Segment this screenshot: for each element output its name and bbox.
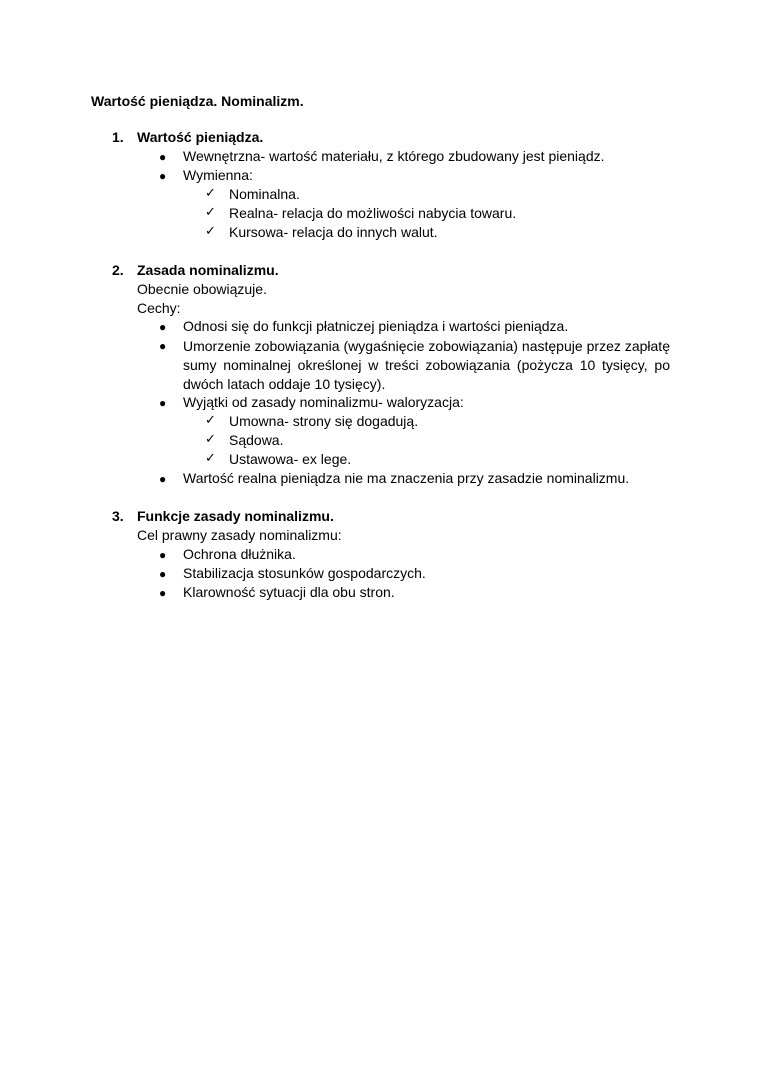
bullet-icon: ●: [159, 548, 167, 562]
document-title: Wartość pieniądza. Nominalizm.: [91, 93, 304, 109]
checkmark-icon: ✓: [205, 413, 216, 428]
bullet-icon: ●: [159, 396, 167, 410]
checkmark-icon: ✓: [205, 432, 216, 447]
section-2-paragraph-2: Cechy:: [137, 300, 181, 316]
section-2-check-3: Ustawowa- ex lege.: [229, 451, 352, 467]
section-2-paragraph-1: Obecnie obowiązuje.: [137, 281, 267, 297]
section-2-check-2: Sądowa.: [229, 432, 284, 448]
section-3-number: 3.: [112, 508, 124, 524]
section-3-bullet-3: Klarowność sytuacji dla obu stron.: [183, 584, 395, 600]
section-3-bullet-2: Stabilizacja stosunków gospodarczych.: [183, 565, 426, 581]
section-1-check-2: Realna- relacja do możliwości nabycia towaru.: [229, 205, 517, 221]
bullet-icon: ●: [159, 169, 167, 183]
section-2-bullet-2: Umorzenie zobowiązania (wygaśnięcie zobowiązania) następuje przez zapłatę sumy nominalnej określonej w treści zobowiązania (pożycza 10 tysięcy, po dwóch latach oddaje 10 tysięcy).: [183, 338, 670, 392]
section-3-paragraph-1: Cel prawny zasady nominalizmu:: [137, 527, 342, 543]
bullet-icon: ●: [159, 472, 167, 486]
checkmark-icon: ✓: [205, 451, 216, 466]
section-1-bullet-1: Wewnętrzna- wartość materiału, z którego zbudowany jest pieniądz.: [183, 148, 605, 164]
section-1-check-3: Kursowa- relacja do innych walut.: [229, 224, 438, 240]
checkmark-icon: ✓: [205, 224, 216, 239]
bullet-icon: ●: [159, 339, 167, 353]
section-1-number: 1.: [112, 129, 124, 145]
section-2-number: 2.: [112, 262, 124, 278]
bullet-icon: ●: [159, 320, 167, 334]
section-3-bullet-1: Ochrona dłużnika.: [183, 546, 296, 562]
bullet-icon: ●: [159, 150, 167, 164]
checkmark-icon: ✓: [205, 186, 216, 201]
section-2-check-1: Umowna- strony się dogadują.: [229, 413, 419, 429]
section-3-heading: Funkcje zasady nominalizmu.: [137, 508, 334, 524]
section-1-check-1: Nominalna.: [229, 186, 300, 202]
section-2-bullet-3: Wyjątki od zasady nominalizmu- waloryzacja:: [183, 394, 464, 410]
section-1-bullet-2: Wymienna:: [183, 167, 253, 183]
section-2-bullet-1: Odnosi się do funkcji płatniczej pieniądza i wartości pieniądza.: [183, 318, 569, 334]
checkmark-icon: ✓: [205, 205, 216, 220]
bullet-icon: ●: [159, 567, 167, 581]
section-1-heading: Wartość pieniądza.: [137, 129, 264, 145]
bullet-icon: ●: [159, 586, 167, 600]
section-2-bullet-4: Wartość realna pieniądza nie ma znaczenia przy zasadzie nominalizmu.: [183, 470, 630, 486]
section-2-heading: Zasada nominalizmu.: [137, 262, 279, 278]
